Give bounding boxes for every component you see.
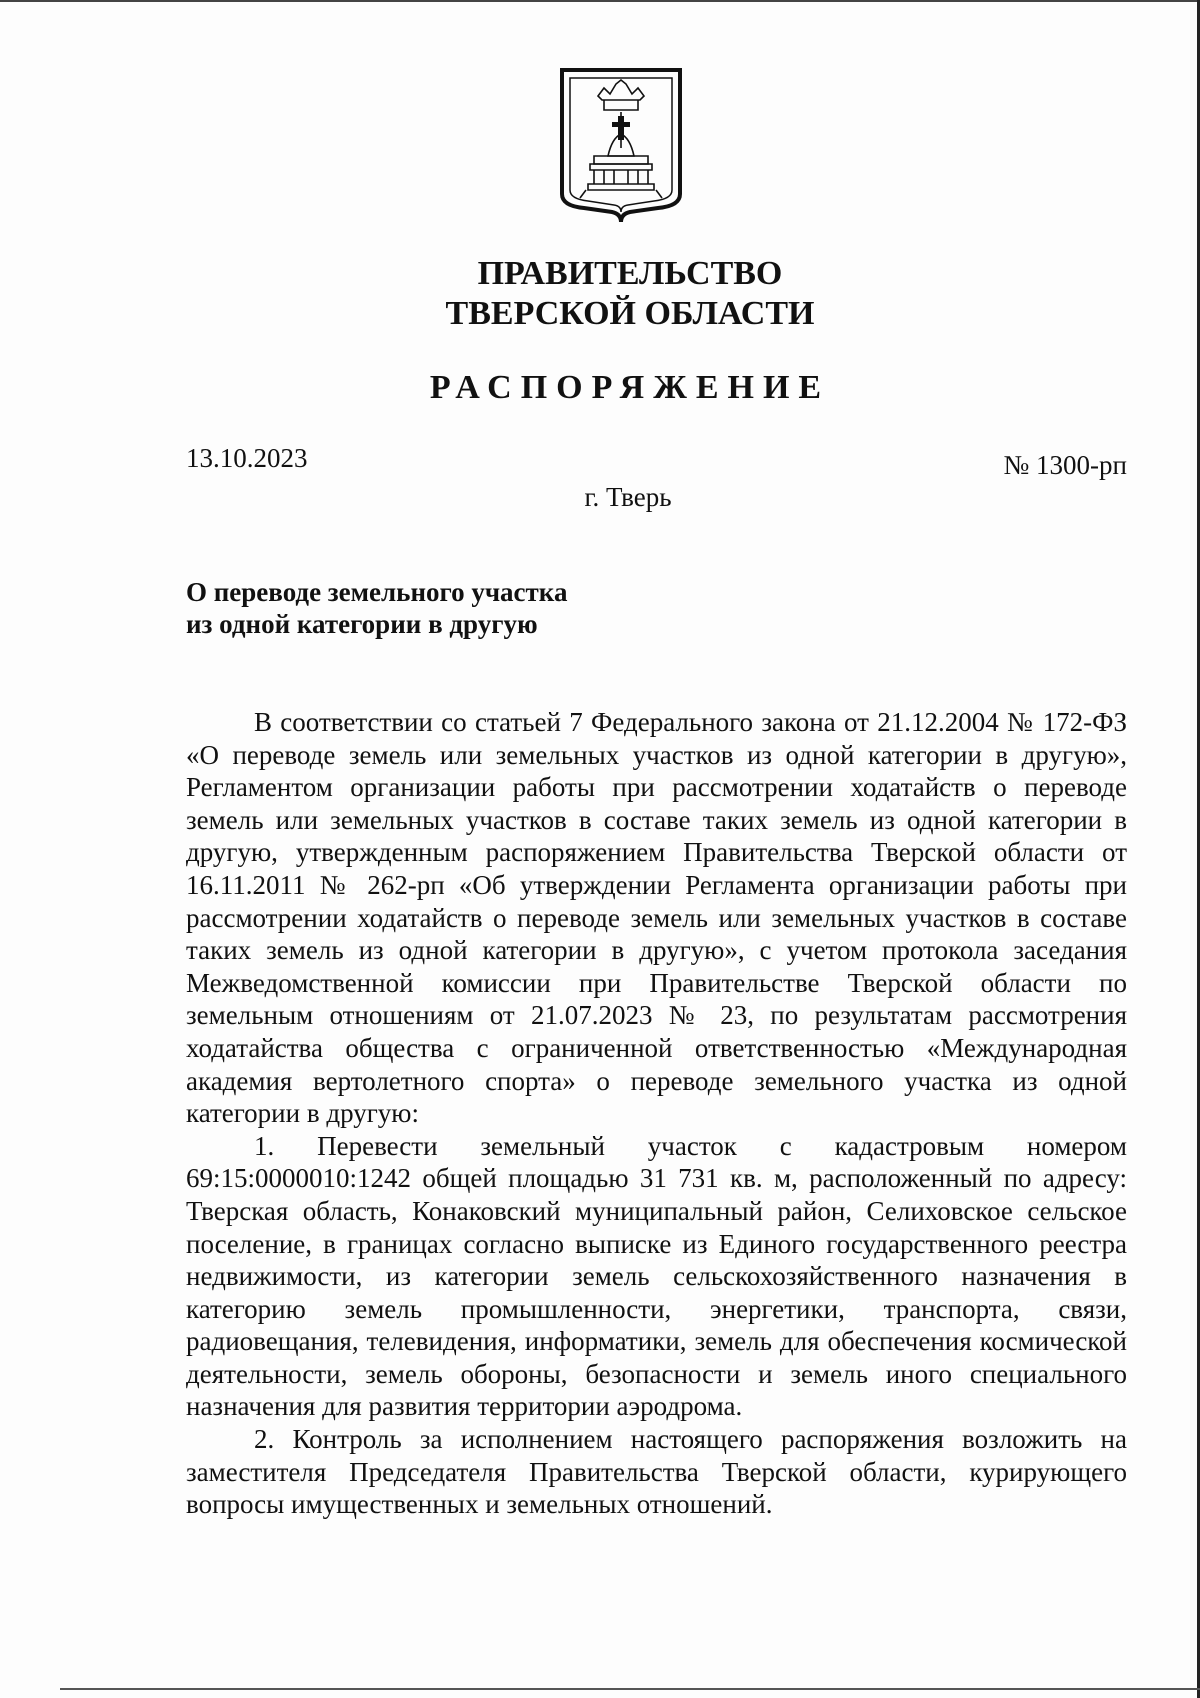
organization-name-line2: ТВЕРСКОЙ ОБЛАСТИ bbox=[445, 295, 815, 332]
document-place: г. Тверь bbox=[584, 482, 672, 512]
scan-border-top bbox=[0, 0, 1200, 2]
document-subject bbox=[186, 576, 567, 640]
body-paragraph-preamble: В соответствии со статьей 7 Федерального закона от 21.12.2004 № 172-ФЗ «О переводе земель или земельных участков из одной категории в другую», Регламентом организации работы при рассмотрении ходатайств о переводе земель или земельных участков в составе таких земель из одной категории в другую, утвержденным распоряжением Правительства Тверской области от 16.11.2011 № 262-рп «Об утверждении Регламента организации работы при рассмотрении ходатайств о переводе земель или земельных участков в составе таких земель из одной категории в другую», с учетом протокола заседания Межведомственной комиссии при Правительстве Тверской области по земельным отношениям от 21.07.2023 № 23, по результатам рассмотрения ходатайства общества с ограниченной ответственностью «Международная академия вертолетного спорта» о переводе земельного участка из одной категории в другую: bbox=[186, 707, 1127, 1129]
coat-of-arms-emblem bbox=[558, 66, 684, 224]
subject-line2: из одной категории в другую bbox=[186, 609, 538, 639]
document-number: № 1300-рп bbox=[1003, 450, 1127, 480]
document-type-title: РАСПОРЯЖЕНИЕ bbox=[429, 369, 831, 406]
body-paragraph-item-1: 1. Перевести земельный участок с кадастровым номером 69:15:0000010:1242 общей площадью 31 731 кв. м, расположенный по адресу: Тверская область, Конаковский муниципальный район, Селиховское сельское поселение, в границах согласно выписке из Единого государственного реестра недвижимости, из категории земель сельскохозяйственного назначения в категорию земель промышленности, энергетики, транспорта, связи, радиовещания, телевидения, информатики, земель для обеспечения космической деятельности, земель обороны, безопасности и земель иного специального назначения для развития территории аэродрома. bbox=[186, 1130, 1127, 1422]
organization-name-line1: ПРАВИТЕЛЬСТВО bbox=[477, 255, 783, 292]
body-paragraph-item-2: 2. Контроль за исполнением настоящего распоряжения возложить на заместителя Председателя Правительства Тверской области, курирующего вопросы имущественных и земельных отношений. bbox=[186, 1424, 1127, 1520]
document-date: 13.10.2023 bbox=[186, 443, 308, 473]
subject-line1: О переводе земельного участка bbox=[186, 577, 568, 607]
scan-border-bottom bbox=[60, 1688, 1200, 1690]
document-body bbox=[186, 706, 1127, 1521]
